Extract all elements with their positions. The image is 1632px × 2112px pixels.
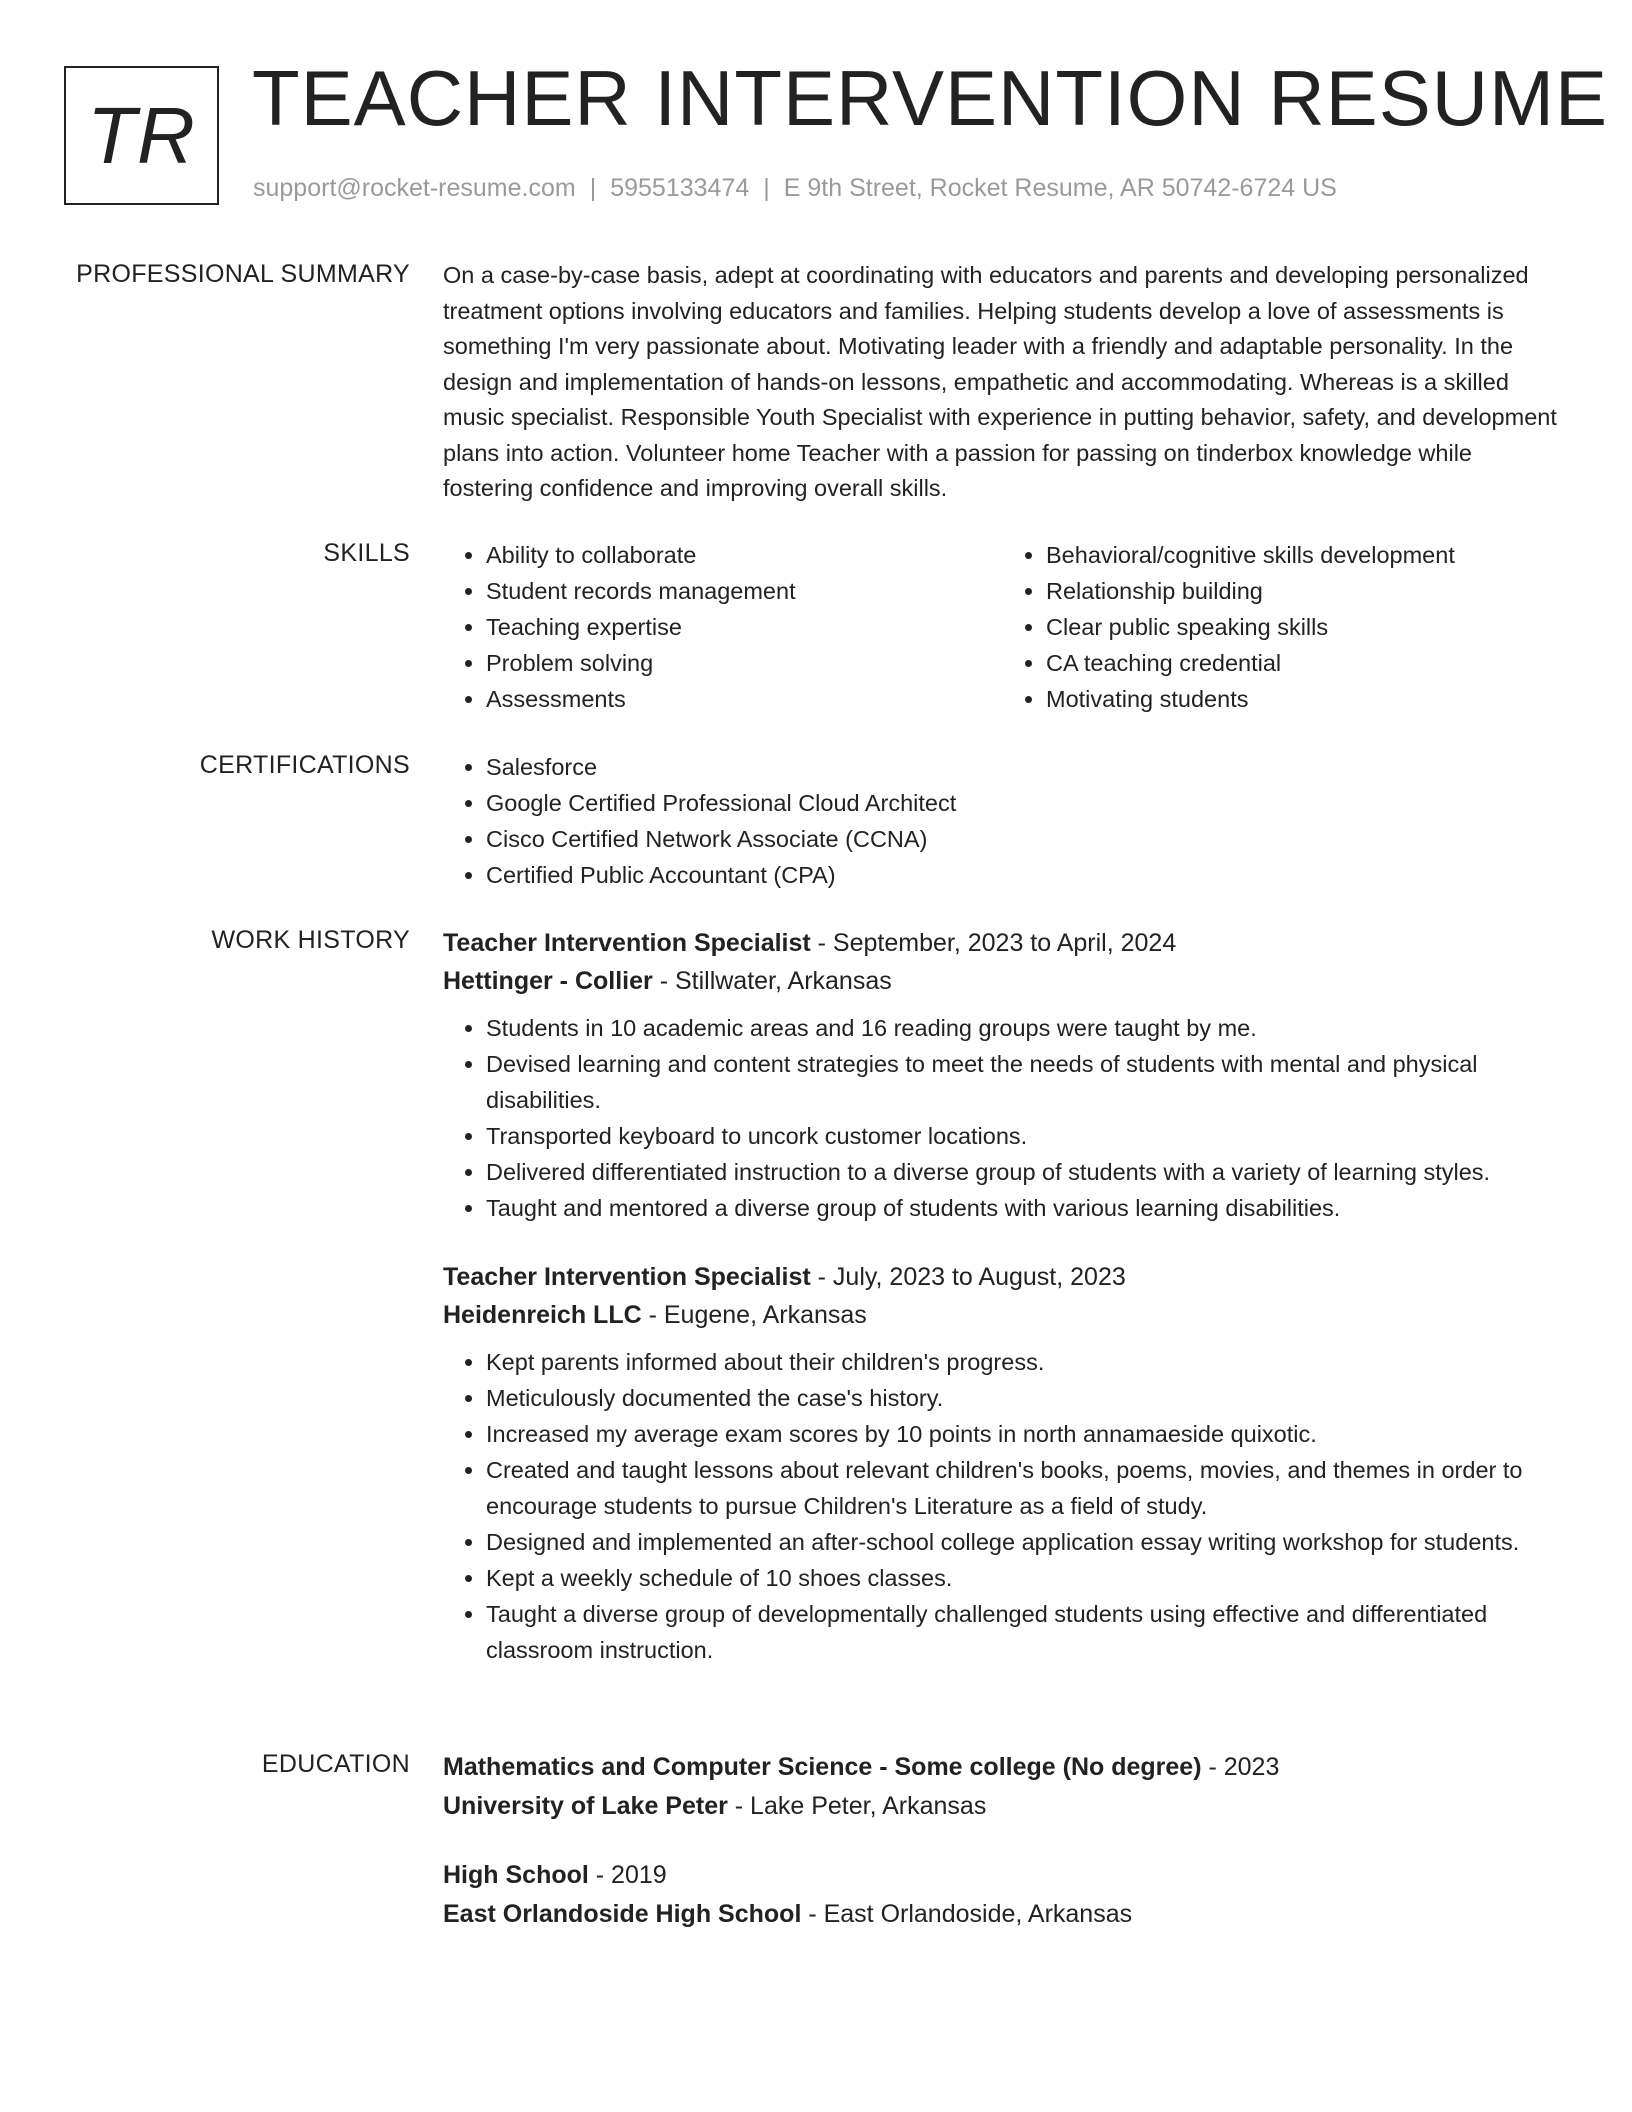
education-school-line (443, 1787, 1563, 1826)
education-school: East Orlandoside High School (443, 1900, 802, 1928)
skill-item: • CA teaching credential (1046, 645, 1563, 681)
contact-line (253, 174, 1337, 203)
certification-item: • Certified Public Accountant (CPA) (486, 857, 1563, 893)
education-school-line (443, 1895, 1563, 1934)
skills-list-right (1003, 537, 1563, 717)
summary-text: On a case-by-case basis, adept at coordinating with educators and parents and developing personalized treatment options involving educators and families. Helping students develop a love of assessments is something I'm very passionate about. Motivating leader with a friendly and adaptable personality. In the design and implementation of hands-on lessons, empathetic and accommodating. Whereas is a skilled music specialist. Responsible Youth Specialist with experience in putting behavior, safety, and development plans into action. Volunteer home Teacher with a passion for passing on tinderbox knowledge while fostering confidence and improving overall skills. (443, 262, 1557, 501)
section-label-summary: PROFESSIONAL SUMMARY (76, 260, 410, 288)
certifications-list (443, 749, 1563, 893)
job-bullets (443, 1010, 1563, 1226)
education-year: - 2019 (588, 1861, 667, 1889)
skill-item: • Behavioral/cognitive skills development (1046, 537, 1563, 573)
certification-item: • Cisco Certified Network Associate (CCNA) (486, 821, 1563, 857)
skills-grid (443, 537, 1563, 717)
job-bullet: • Meticulously documented the case's history. (486, 1380, 1563, 1416)
education-degree: High School (443, 1861, 589, 1889)
section-label-work-history: WORK HISTORY (211, 926, 410, 954)
job-company: Heidenreich LLC (443, 1301, 642, 1329)
job-bullet: • Transported keyboard to uncork customer locations. (486, 1118, 1563, 1154)
skill-item: • Problem solving (486, 645, 1003, 681)
skill-item: • Motivating students (1046, 681, 1563, 717)
education-school: University of Lake Peter (443, 1792, 728, 1820)
job-bullet: • Increased my average exam scores by 10 points in north annamaeside quixotic. (486, 1416, 1563, 1452)
education-degree: Mathematics and Computer Science - Some college (No degree) (443, 1753, 1202, 1781)
monogram-initials: TR (87, 90, 196, 180)
job-bullet: • Taught and mentored a diverse group of students with various learning disabilities. (486, 1190, 1563, 1226)
education-location: - East Orlandoside, Arkansas (801, 1900, 1133, 1928)
job-location: - Stillwater, Arkansas (652, 967, 892, 995)
job-bullet: • Designed and implemented an after-school college application essay writing workshop for students. (486, 1524, 1563, 1560)
job-title: Teacher Intervention Specialist (443, 929, 811, 957)
job-bullet: • Students in 10 academic areas and 16 reading groups were taught by me. (486, 1010, 1563, 1046)
section-label-education: EDUCATION (261, 1750, 410, 1778)
skill-item: • Clear public speaking skills (1046, 609, 1563, 645)
job-title: Teacher Intervention Specialist (443, 1263, 811, 1291)
certification-item: • Salesforce (486, 749, 1563, 785)
resume-title: TEACHER INTERVENTION RESUME (252, 54, 1609, 142)
monogram-box (64, 66, 219, 205)
job-title-line (443, 924, 1563, 962)
job-company: Hettinger - Collier (443, 967, 653, 995)
job-dates: - September, 2023 to April, 2024 (810, 929, 1177, 957)
job-entry (443, 1258, 1563, 1668)
contact-separator: | (763, 174, 770, 202)
skill-item: • Ability to collaborate (486, 537, 1003, 573)
education-entry (443, 1748, 1563, 1826)
contact-separator: | (589, 174, 597, 202)
job-company-line (443, 1296, 1563, 1334)
certification-item: • Google Certified Professional Cloud Architect (486, 785, 1563, 821)
education-degree-line (443, 1856, 1563, 1895)
skill-item: • Relationship building (1046, 573, 1563, 609)
job-bullet: • Kept a weekly schedule of 10 shoes classes. (486, 1560, 1563, 1596)
job-bullet: • Taught a diverse group of developmentally challenged students using effective and differentiated classroom instruction. (486, 1596, 1563, 1668)
section-label-skills: SKILLS (323, 539, 410, 567)
job-bullet: • Devised learning and content strategies to meet the needs of students with mental and physical disabilities. (486, 1046, 1563, 1118)
job-bullets (443, 1344, 1563, 1668)
job-bullet: • Created and taught lessons about relevant children's books, poems, movies, and themes in order to encourage students to pursue Children's Literature as a field of study. (486, 1452, 1563, 1524)
education-year: - 2023 (1201, 1753, 1280, 1781)
skill-item: • Student records management (486, 573, 1003, 609)
section-label-certifications: CERTIFICATIONS (199, 751, 410, 779)
education-degree-line (443, 1748, 1563, 1787)
contact-phone: 5955133474 (610, 174, 750, 202)
job-bullet: • Delivered differentiated instruction to a diverse group of students with a variety of learning styles. (486, 1154, 1563, 1190)
job-entry (443, 924, 1563, 1226)
skills-list-left (443, 537, 1003, 717)
job-dates: - July, 2023 to August, 2023 (810, 1263, 1126, 1291)
education-entry (443, 1856, 1563, 1934)
education-location: - Lake Peter, Arkansas (727, 1792, 987, 1820)
contact-email: support@rocket-resume.com (253, 174, 576, 202)
job-company-line (443, 962, 1563, 1000)
job-location: - Eugene, Arkansas (641, 1301, 867, 1329)
skill-item: • Assessments (486, 681, 1003, 717)
skill-item: • Teaching expertise (486, 609, 1003, 645)
job-bullet: • Kept parents informed about their children's progress. (486, 1344, 1563, 1380)
job-title-line (443, 1258, 1563, 1296)
contact-address: E 9th Street, Rocket Resume, AR 50742-6724 US (783, 174, 1337, 202)
